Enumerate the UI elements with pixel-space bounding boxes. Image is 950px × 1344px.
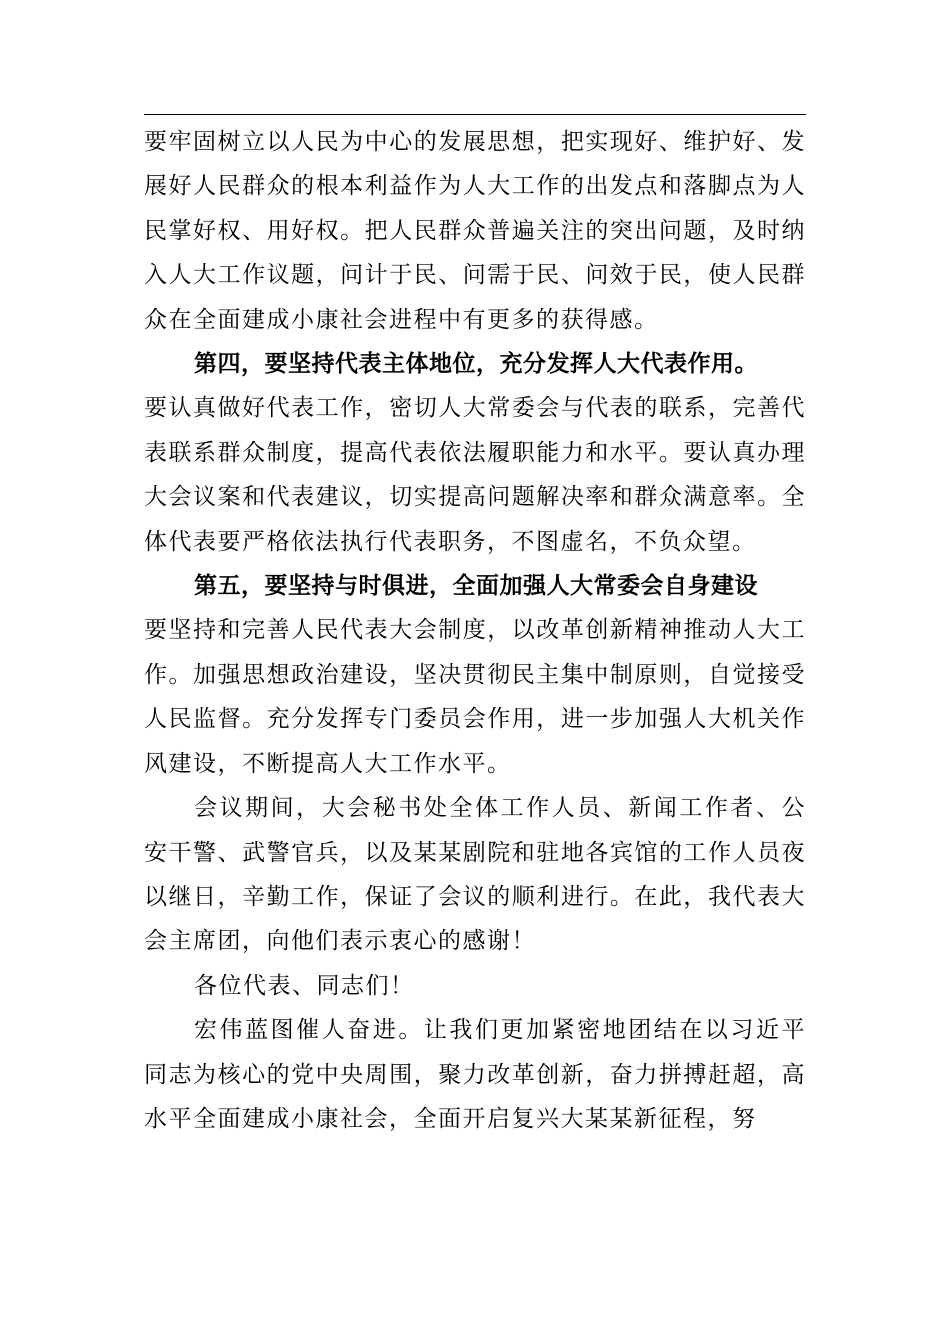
heading-fourth-point: 第四，要坚持代表主体地位，充分发挥人大代表作用。 bbox=[194, 350, 758, 378]
header-rule bbox=[144, 114, 806, 115]
paragraph-continuation: 要牢固树立以人民为中心的发展思想，把实现好、维护好、发展好人民群众的根本利益作为人大工作的出发点和落脚点为人民掌好权、用好权。把人民群众普遍关注的突出问题，及时纳入人大工作议题，问计于民、问需于民、问效于民，使人民群众在全面建成小康社会进程中有更多的获得感。 bbox=[144, 129, 806, 333]
paragraph-fourth-point bbox=[144, 342, 806, 564]
heading-fifth-point: 第五，要坚持与时俱进，全面加强人大常委会自身建设 bbox=[194, 572, 758, 600]
paragraph-fifth-body: 要坚持和完善人民代表大会制度，以改革创新精神推动人大工作。加强思想政治建设，坚决贯彻民主集中制原则，自觉接受人民监督。充分发挥专门委员会作用，进一步加强人大机关作风建设，不断提高人大工作水平。 bbox=[144, 617, 806, 777]
document-body bbox=[144, 120, 806, 1141]
paragraph-fourth-body: 要认真做好代表工作，密切人大常委会与代表的联系，完善代表联系群众制度，提高代表依法履职能力和水平。要认真办理大会议案和代表建议，切实提高问题解决率和群众满意率。全体代表要严格依法执行代表职务，不图虚名，不负众望。 bbox=[144, 395, 806, 555]
paragraph-fifth-point bbox=[144, 564, 806, 786]
paragraph-closing: 宏伟蓝图催人奋进。让我们更加紧密地团结在以习近平同志为核心的党中央周围，聚力改革创新，奋力拼搏赶超，高水平全面建成小康社会，全面开启复兴大某某新征程，努 bbox=[144, 1017, 806, 1132]
paragraph-meeting-thanks: 会议期间，大会秘书处全体工作人员、新闻工作者、公安干警、武警官兵，以及某某剧院和驻地各宾馆的工作人员夜以继日，辛勤工作，保证了会议的顺利进行。在此，我代表大会主席团，向他们表示衷心的感谢！ bbox=[144, 795, 806, 955]
paragraph-salutation: 各位代表、同志们！ bbox=[194, 972, 415, 999]
